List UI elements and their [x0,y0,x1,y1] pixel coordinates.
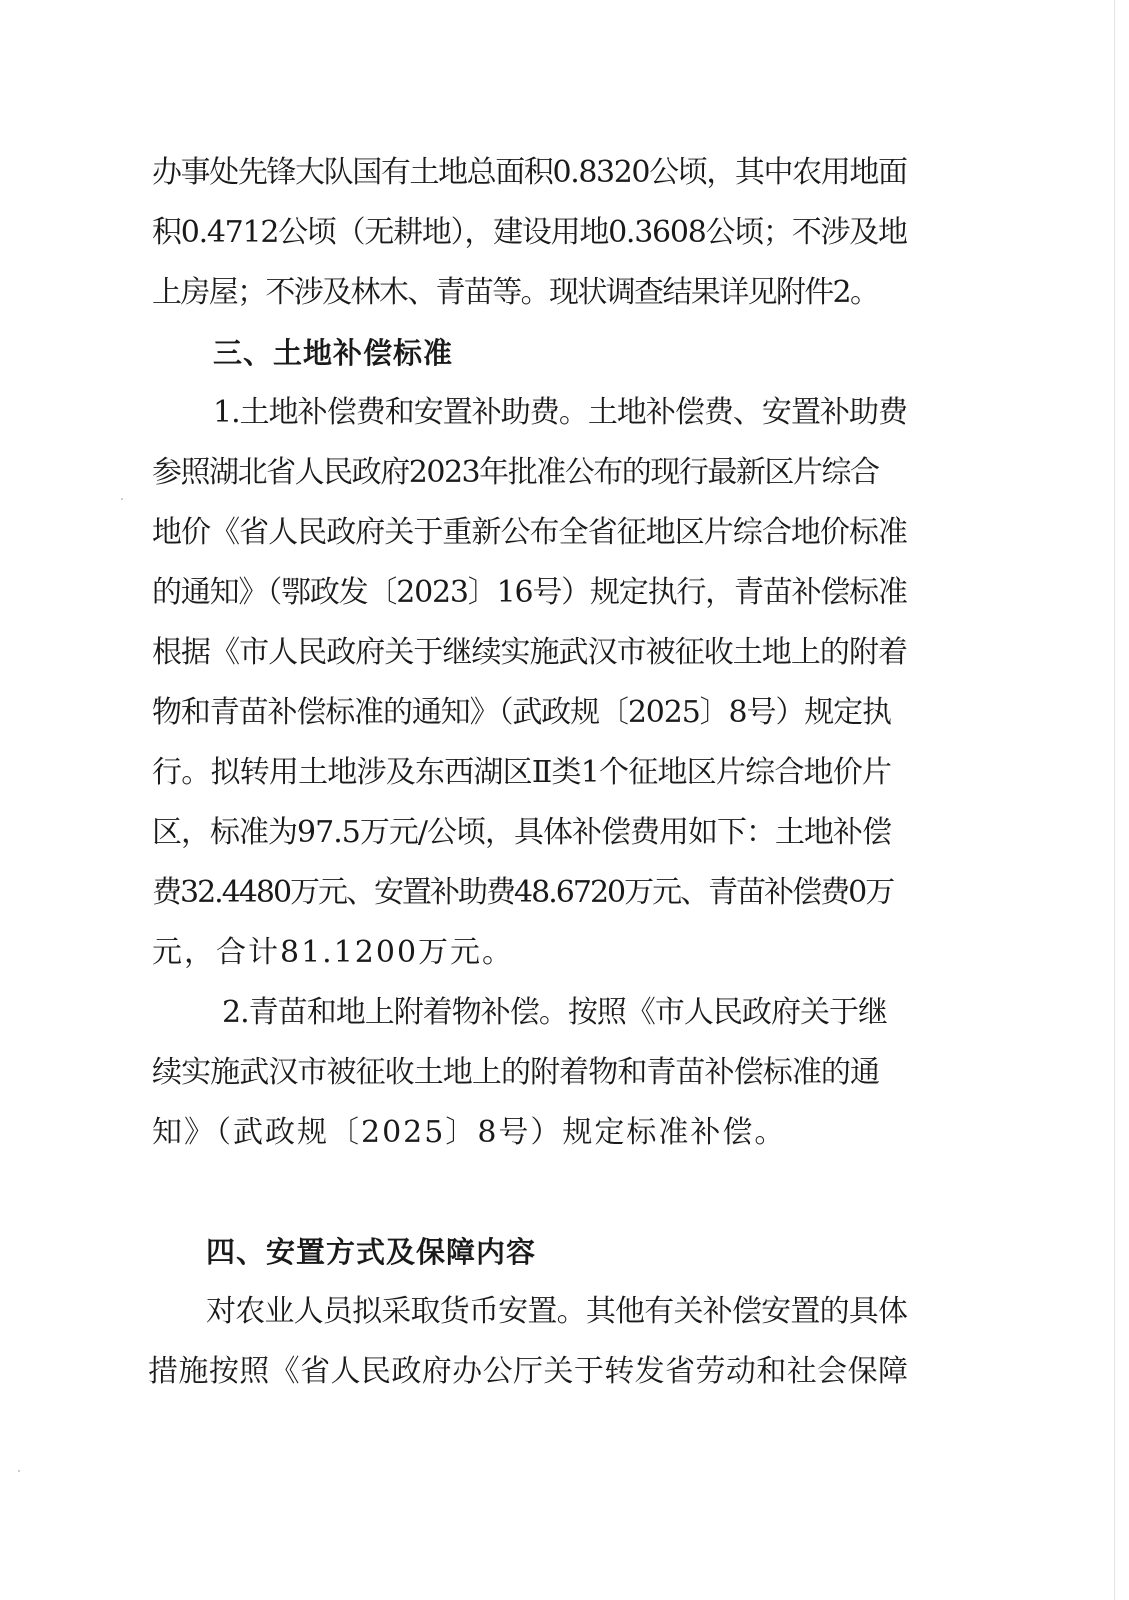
body-line-2: 积0.4712公顷（无耕地），建设用地0.3608公顷；不涉及地 [152,215,907,250]
body-line-16: 知》（武政规〔2025〕8号）规定标准补偿。 [152,1115,787,1150]
body-line-9: 物和青苗补偿标准的通知》（武政规〔2025〕8号）规定执 [152,695,891,730]
section-heading-3: 三、土地补偿标准 [213,336,454,370]
body-line-3: 上房屋；不涉及林木、青苗等。现状调查结果详见附件2。 [152,275,879,310]
body-line-11: 区，标准为97.5万元/公顷，具体补偿费用如下：土地补偿 [152,815,892,850]
body-line-13: 元，合计81.1200万元。 [152,935,515,970]
body-line-7: 的通知》（鄂政发〔2023〕16号）规定执行，青苗补偿标准 [152,575,907,610]
scan-edge-line [1114,0,1115,1600]
body-line-1: 办事处先锋大队国有土地总面积0.8320公顷，其中农用地面 [152,155,907,190]
body-line-6: 地价《省人民政府关于重新公布全省征地区片综合地价标准 [152,515,908,550]
body-line-15: 续实施武汉市被征收土地上的附着物和青苗补偿标准的通 [152,1055,880,1090]
body-line-5: 参照湖北省人民政府2023年批准公布的现行最新区片综合 [152,455,879,490]
body-line-4: 1.土地补偿费和安置补助费。土地补偿费、安置补助费 [213,395,908,430]
body-line-12: 费32.4480万元、安置补助费48.6720万元、青苗补偿费0万 [152,875,894,910]
body-line-10: 行。拟转用土地涉及东西湖区Ⅱ类1个征地区片综合地价片 [152,755,892,790]
section-heading-4: 四、安置方式及保障内容 [206,1235,537,1269]
body-line-14: 2.青苗和地上附着物补偿。按照《市人民政府关于继 [222,995,888,1030]
body-line-18: 措施按照《省人民政府办公厅关于转发省劳动和社会保障 [148,1354,909,1389]
body-line-8: 根据《市人民政府关于继续实施武汉市被征收土地上的附着 [152,635,908,670]
body-line-17: 对农业人员拟采取货币安置。其他有关补偿安置的具体 [206,1294,908,1329]
scan-speck [18,1470,20,1472]
scan-speck [121,498,123,500]
